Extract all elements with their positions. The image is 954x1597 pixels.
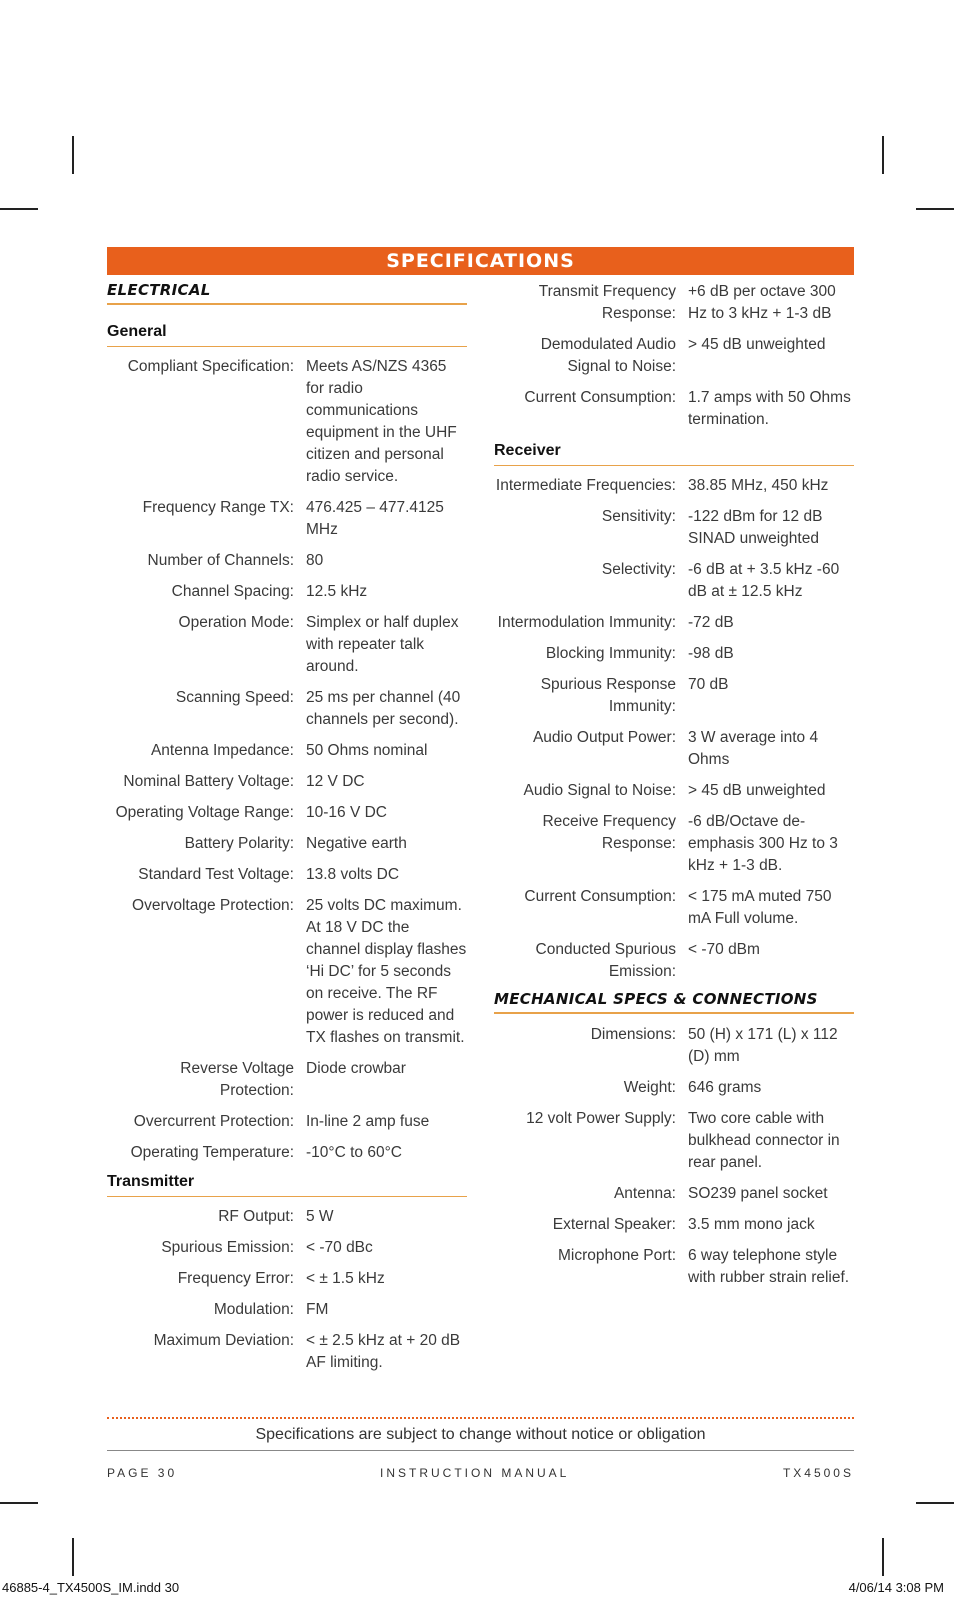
spec-label: Receive Frequency Response: [542, 813, 676, 852]
transmitter-continued-spec-list [494, 281, 854, 431]
spec-value: Meets AS/NZS 4365 for radio communications equipment in the UHF citizen and personal radio service. [306, 358, 457, 485]
spec-label: Current Consumption: [524, 888, 676, 905]
spec-label: Dimensions: [590, 1026, 676, 1043]
spec-value: > 45 dB unweighted [688, 336, 826, 353]
spec-label: Audio Signal to Noise: [523, 782, 676, 799]
spec-label: Maximum Deviation: [153, 1332, 294, 1349]
spec-value: 50 Ohms nominal [306, 742, 428, 759]
spec-value: < 175 mA muted 750 mA Full volume. [688, 888, 832, 927]
spec-row [494, 1024, 854, 1068]
spec-label: Spurious Response Immunity: [540, 676, 676, 715]
spec-row [107, 581, 467, 603]
spec-label: Number of Channels: [147, 552, 294, 569]
spec-label: 12 volt Power Supply: [526, 1110, 676, 1127]
spec-row [494, 281, 854, 325]
spec-row [107, 771, 467, 793]
spec-row [494, 780, 854, 802]
spec-value: 646 grams [688, 1079, 762, 1096]
spec-row [494, 559, 854, 603]
dotted-divider [107, 1417, 854, 1419]
spec-value: -10°C to 60°C [306, 1144, 402, 1161]
spec-value: 70 dB [688, 676, 729, 693]
spec-row [494, 1108, 854, 1174]
spec-value: -72 dB [688, 614, 734, 631]
disclaimer-note: Specifications are subject to change without notice or obligation [107, 1426, 854, 1451]
spec-row [107, 356, 467, 488]
footer-model: TX4500S [782, 1466, 854, 1480]
spec-label: Conducted Spurious Emission: [535, 941, 676, 980]
spec-row [107, 1237, 467, 1259]
spec-row [494, 387, 854, 431]
crop-mark [916, 208, 954, 210]
spec-value: 12.5 kHz [306, 583, 368, 600]
file-slug: 46885-4_TX4500S_IM.indd 30 [2, 1580, 180, 1595]
spec-row [494, 1183, 854, 1205]
spec-label: Standard Test Voltage: [138, 866, 294, 883]
crop-mark [72, 136, 74, 174]
spec-label: Spurious Emission: [161, 1239, 294, 1256]
footer-manual-title: INSTRUCTION MANUAL [380, 1466, 570, 1480]
spec-label: Operating Temperature: [130, 1144, 294, 1161]
spec-value: < -70 dBm [688, 941, 760, 958]
spec-value: > 45 dB unweighted [688, 782, 826, 799]
spec-row [107, 1206, 467, 1228]
spec-label: Battery Polarity: [184, 835, 294, 852]
spec-value: Diode crowbar [306, 1060, 406, 1077]
spec-row [107, 687, 467, 731]
crop-mark [72, 1538, 74, 1576]
spec-label: Operating Voltage Range: [115, 804, 294, 821]
spec-value: 25 ms per channel (40 channels per second). [306, 689, 461, 728]
spec-label: Transmit Frequency Response: [538, 283, 676, 322]
spec-value: < -70 dBc [306, 1239, 373, 1256]
spec-value: 25 volts DC maximum. At 18 V DC the channel display flashes ‘Hi DC’ for 5 seconds on receive. The RF power is reduced and TX flashes on transmit. [306, 897, 467, 1046]
spec-label: Intermodulation Immunity: [497, 614, 676, 631]
spec-row [494, 506, 854, 550]
spec-row [494, 886, 854, 930]
receiver-spec-list [494, 475, 854, 983]
crop-mark [882, 1538, 884, 1576]
spec-value: 13.8 volts DC [306, 866, 400, 883]
spec-value: < ± 2.5 kHz at + 20 dB AF limiting. [306, 1332, 461, 1371]
spec-value: 476.425 – 477.4125 MHz [306, 499, 444, 538]
spec-value: SO239 panel socket [688, 1185, 828, 1202]
spec-label: External Speaker: [552, 1216, 676, 1233]
spec-row [107, 497, 467, 541]
crop-mark [0, 208, 38, 210]
spec-value: Simplex or half duplex with repeater talk around. [306, 614, 459, 675]
spec-value: 50 (H) x 171 (L) x 112 (D) mm [688, 1026, 838, 1065]
spec-label: Scanning Speed: [175, 689, 294, 706]
spec-label: Antenna Impedance: [150, 742, 294, 759]
spec-value: 12 V DC [306, 773, 365, 790]
footer-page-number: PAGE 30 [107, 1466, 178, 1480]
section-heading-mechanical: MECHANICAL SPECS & CONNECTIONS [494, 990, 854, 1014]
spec-label: Sensitivity: [601, 508, 676, 525]
spec-value: In-line 2 amp fuse [306, 1113, 430, 1130]
spec-label: Nominal Battery Voltage: [123, 773, 294, 790]
spec-label: Weight: [623, 1079, 676, 1096]
spec-label: Overcurrent Protection: [133, 1113, 294, 1130]
spec-label: Microphone Port: [557, 1247, 676, 1264]
spec-label: Modulation: [213, 1301, 294, 1318]
spec-row [494, 612, 854, 634]
spec-row [494, 475, 854, 497]
spec-value: -122 dBm for 12 dB SINAD unweighted [688, 508, 823, 547]
transmitter-spec-list [107, 1206, 467, 1374]
spec-row [107, 550, 467, 572]
crop-mark [916, 1502, 954, 1504]
section-heading-electrical: ELECTRICAL [107, 281, 467, 305]
spec-value: 5 W [306, 1208, 334, 1225]
crop-mark [0, 1502, 38, 1504]
spec-value: 3.5 mm mono jack [688, 1216, 815, 1233]
spec-row [107, 1111, 467, 1133]
spec-label: Selectivity: [601, 561, 676, 578]
spec-row [494, 1077, 854, 1099]
spec-label: Operation Mode: [178, 614, 294, 631]
spec-row [107, 1058, 467, 1102]
subheading-general: General [107, 315, 467, 347]
spec-row [494, 811, 854, 877]
spec-row [107, 1330, 467, 1374]
spec-label: Current Consumption: [524, 389, 676, 406]
spec-label: Blocking Immunity: [545, 645, 676, 662]
spec-label: Audio Output Power: [532, 729, 676, 746]
spec-label: Frequency Error: [177, 1270, 294, 1287]
spec-row [107, 833, 467, 855]
spec-row [494, 727, 854, 771]
spec-value: +6 dB per octave 300 Hz to 3 kHz + 1-3 dB [688, 283, 836, 322]
spec-value: 38.85 MHz, 450 kHz [688, 477, 829, 494]
spec-label: RF Output: [218, 1208, 294, 1225]
spec-label: Intermediate Frequencies: [495, 477, 676, 494]
subheading-receiver: Receiver [494, 440, 854, 466]
spec-row [494, 674, 854, 718]
general-spec-list [107, 356, 467, 1164]
spec-value: Two core cable with bulkhead connector in rear panel. [688, 1110, 840, 1171]
crop-mark [882, 136, 884, 174]
spec-value: FM [306, 1301, 329, 1318]
spec-row [494, 1245, 854, 1289]
date-slug: 4/06/14 3:08 PM [848, 1580, 944, 1595]
spec-value: -98 dB [688, 645, 734, 662]
left-column [107, 281, 467, 1383]
mechanical-spec-list [494, 1024, 854, 1289]
spec-value: -6 dB/Octave de-emphasis 300 Hz to 3 kHz + 1-3 dB. [688, 813, 838, 874]
spec-value: Negative earth [306, 835, 407, 852]
spec-row [107, 895, 467, 1049]
spec-value: 10-16 V DC [306, 804, 387, 821]
spec-value: 3 W average into 4 Ohms [688, 729, 819, 768]
page-title: SPECIFICATIONS [107, 247, 854, 275]
spec-row [107, 740, 467, 762]
spec-label: Demodulated Audio Signal to Noise: [540, 336, 676, 375]
spec-label: Antenna: [613, 1185, 676, 1202]
spec-value: -6 dB at + 3.5 kHz -60 dB at ± 12.5 kHz [688, 561, 840, 600]
spec-label: Channel Spacing: [171, 583, 294, 600]
spec-row [107, 1142, 467, 1164]
spec-row [494, 939, 854, 983]
spec-value: 1.7 amps with 50 Ohms termination. [688, 389, 851, 428]
spec-label: Reverse Voltage Protection: [180, 1060, 294, 1099]
spec-row [107, 1299, 467, 1321]
spec-label: Compliant Specification: [127, 358, 294, 375]
spec-label: Frequency Range TX: [142, 499, 294, 516]
spec-row [494, 1214, 854, 1236]
spec-row [107, 864, 467, 886]
spec-row [494, 643, 854, 665]
spec-row [107, 612, 467, 678]
spec-row [107, 802, 467, 824]
spec-value: 6 way telephone style with rubber strain relief. [688, 1247, 850, 1286]
subheading-transmitter: Transmitter [107, 1173, 467, 1197]
right-column [494, 281, 854, 1298]
spec-label: Overvoltage Protection: [132, 897, 294, 914]
spec-row [494, 334, 854, 378]
spec-row [107, 1268, 467, 1290]
spec-value: < ± 1.5 kHz [306, 1270, 385, 1287]
spec-value: 80 [306, 552, 324, 569]
